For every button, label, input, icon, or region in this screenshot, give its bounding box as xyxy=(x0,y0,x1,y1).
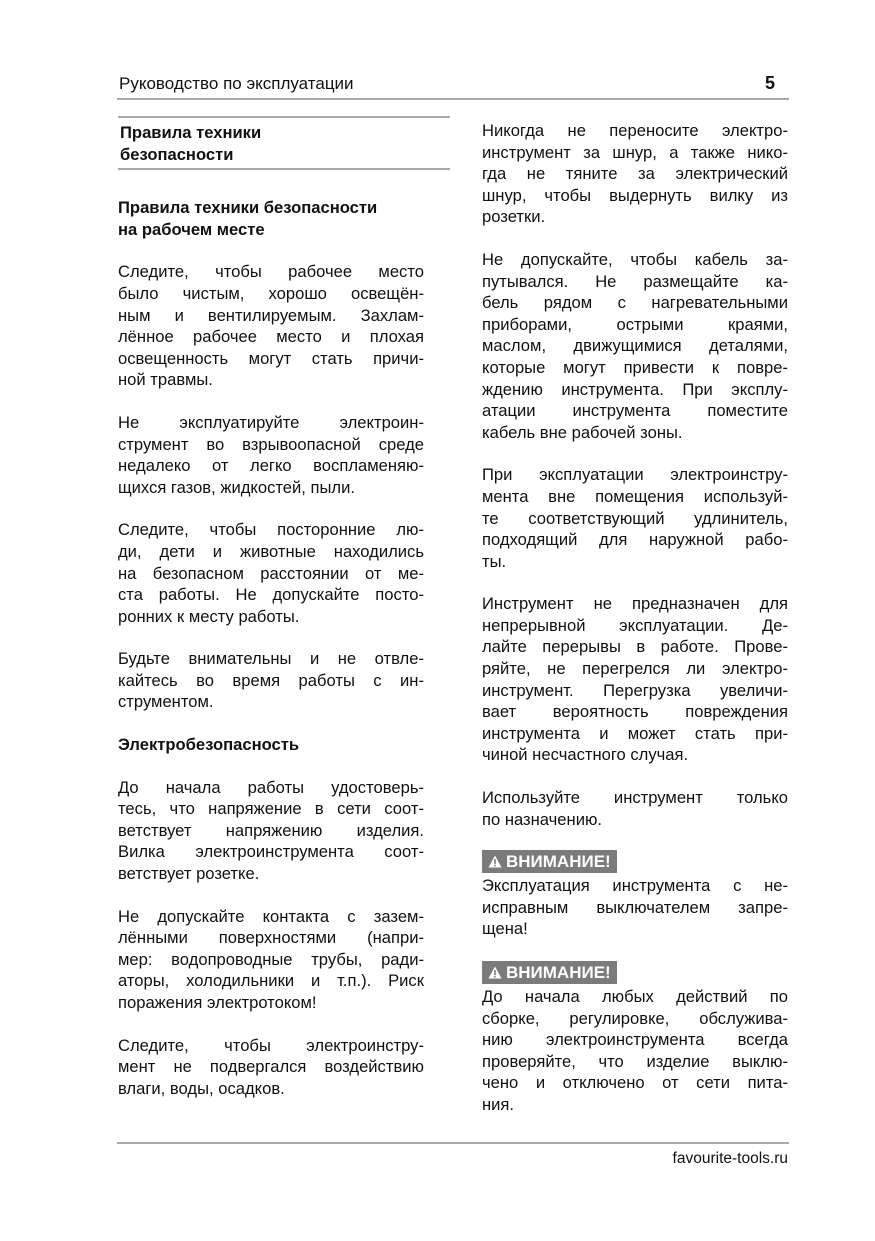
text-line: Инструмент не предназначен для xyxy=(482,594,788,614)
paragraph xyxy=(118,648,424,713)
text-line: ветствует розетке. xyxy=(118,864,260,884)
text-line: Следите, чтобы посторонние лю- xyxy=(118,520,424,540)
text-line: розетки. xyxy=(482,207,546,227)
text-line: Используйте инструмент только xyxy=(482,788,788,808)
text-line: атации инструмента поместите xyxy=(482,401,788,421)
section-title-line: безопасности xyxy=(120,144,234,164)
text-line: маслом, движущимися деталями, xyxy=(482,336,788,356)
text-line: инструмент за шнур, а также нико- xyxy=(482,142,788,162)
text-line: шнур, чтобы выдернуть вилку из xyxy=(482,185,788,205)
text-line: проверяйте, что изделие выклю- xyxy=(482,1051,788,1071)
text-line: До начала работы удостоверь- xyxy=(118,777,424,797)
warning-triangle-icon xyxy=(488,966,502,979)
text-line: щена! xyxy=(482,919,528,939)
paragraph xyxy=(482,787,788,830)
text-line: ты. xyxy=(482,551,507,571)
page-number: 5 xyxy=(764,73,775,93)
text-line: кабель вне рабочей зоны. xyxy=(482,422,683,442)
text-line: было чистым, хорошо освещён- xyxy=(118,283,424,303)
paragraph xyxy=(482,464,788,572)
warning-text xyxy=(482,875,788,940)
warning-badge xyxy=(482,961,617,984)
section-title-line: Правила техники xyxy=(120,123,262,142)
text-line: лайте перерывы в работе. Прове- xyxy=(482,637,788,657)
text-line: ным и вентилируемым. Захлам- xyxy=(118,305,424,325)
text-line: ной травмы. xyxy=(118,370,213,390)
paragraph xyxy=(118,906,424,1014)
paragraph xyxy=(118,1035,424,1100)
text-line: поражения электротоком! xyxy=(118,993,317,1012)
text-line: мер: водопроводные трубы, ради- xyxy=(118,949,424,969)
text-line: До начала любых действий по xyxy=(482,987,788,1006)
text-line: путывался. Не размещайте ка- xyxy=(482,271,788,291)
text-line: вает вероятность повреждения xyxy=(482,702,788,722)
text-line: бель рядом с нагревательными xyxy=(482,293,788,313)
text-line: Не эксплуатируйте электроин- xyxy=(118,412,424,432)
text-line: Не допускайте, чтобы кабель за- xyxy=(482,249,788,269)
workplace-safety-heading xyxy=(118,197,424,240)
text-line: лёнными поверхностями (напри- xyxy=(118,928,424,948)
text-line: струментом. xyxy=(118,692,214,712)
text-line: недалеко от легко воспламеняю- xyxy=(118,456,424,476)
text-line: инструмента и может стать при- xyxy=(482,723,788,743)
text-line: тесь, что напряжение в сети соот- xyxy=(118,799,424,819)
section-title xyxy=(118,116,450,170)
warning-badge xyxy=(482,850,617,873)
text-line: которые могут привести к повре- xyxy=(482,357,788,377)
right-column xyxy=(482,116,788,1116)
text-line: При эксплуатации электроинстру- xyxy=(482,465,788,485)
text-line: влаги, воды, осадков. xyxy=(118,1078,285,1098)
text-line: Вилка электроинструмента соот- xyxy=(118,842,424,862)
text-line: кайтесь во время работы с ин- xyxy=(118,670,424,690)
paragraph xyxy=(118,519,424,627)
warning-block xyxy=(482,961,788,1116)
text-line: чиной несчастного случая. xyxy=(482,745,689,765)
paragraph xyxy=(118,261,424,391)
electrical-safety-heading: Электробезопасность xyxy=(118,735,300,755)
paragraph xyxy=(118,777,424,885)
manual-title: Руководство по эксплуатации xyxy=(119,74,354,93)
text-line: мент не подвергался воздействию xyxy=(118,1057,424,1077)
text-line: Никогда не переносите электро- xyxy=(482,121,788,140)
paragraph xyxy=(482,593,788,766)
text-line: мента вне помещения используй- xyxy=(482,486,788,506)
text-line: щихся газов, жидкостей, пыли. xyxy=(118,477,355,497)
heading-line: на рабочем месте xyxy=(118,219,265,239)
text-line: гда не тяните за электрический xyxy=(482,164,788,184)
heading-line: Правила техники безопасности xyxy=(118,198,378,218)
text-line: инструмент. Перегрузка увеличи- xyxy=(482,680,788,700)
text-line: сборке, регулировке, обслужива- xyxy=(482,1008,788,1028)
text-line: ди, дети и животные находились xyxy=(118,541,424,561)
left-column xyxy=(118,116,424,1099)
page-header xyxy=(117,72,789,100)
footer-divider xyxy=(117,1142,789,1144)
text-line: чено и отключено от сети пита- xyxy=(482,1073,788,1093)
text-line: ветствует напряжению изделия. xyxy=(118,820,424,840)
text-line: ждению инструмента. При эксплу- xyxy=(482,379,788,399)
text-line: по назначению. xyxy=(482,809,603,829)
text-line: Будьте внимательны и не отвле- xyxy=(118,649,424,669)
text-line: освещенность могут стать причи- xyxy=(118,348,424,368)
text-line: Следите, чтобы рабочее место xyxy=(118,262,424,282)
text-line: непрерывной эксплуатации. Де- xyxy=(482,615,788,635)
warning-triangle-icon xyxy=(488,855,502,868)
paragraph xyxy=(482,249,788,443)
text-line: исправным выключателем запре- xyxy=(482,897,788,917)
paragraph xyxy=(482,120,788,228)
text-line: аторы, холодильники и т.п.). Риск xyxy=(118,971,424,991)
text-line: Не допускайте контакта с зазем- xyxy=(118,906,424,926)
text-line: ния. xyxy=(482,1094,515,1114)
text-line: ронних к месту работы. xyxy=(118,606,300,626)
text-line: Следите, чтобы электроинстру- xyxy=(118,1035,424,1055)
warning-text xyxy=(482,986,788,1116)
text-line: струмент во взрывоопасной среде xyxy=(118,434,424,454)
text-line: те соответствующий удлинитель, xyxy=(482,508,788,528)
text-line: подходящий для наружной рабо- xyxy=(482,530,788,550)
warning-block xyxy=(482,850,788,940)
text-line: нию электроинструмента всегда xyxy=(482,1030,788,1050)
text-line: Эксплуатация инструмента с не- xyxy=(482,876,788,896)
footer-website: favourite-tools.ru xyxy=(672,1150,788,1167)
paragraph xyxy=(118,412,424,498)
text-line: лённое рабочее место и плохая xyxy=(118,327,424,347)
warning-label: ВНИМАНИЕ! xyxy=(506,963,611,982)
text-line: ста работы. Не допускайте посто- xyxy=(118,585,424,605)
warning-label: ВНИМАНИЕ! xyxy=(506,852,611,872)
text-line: на безопасном расстоянии от ме- xyxy=(118,563,424,583)
text-line: приборами, острыми краями, xyxy=(482,314,788,334)
text-line: ряйте, не перегрелся ли электро- xyxy=(482,659,788,679)
